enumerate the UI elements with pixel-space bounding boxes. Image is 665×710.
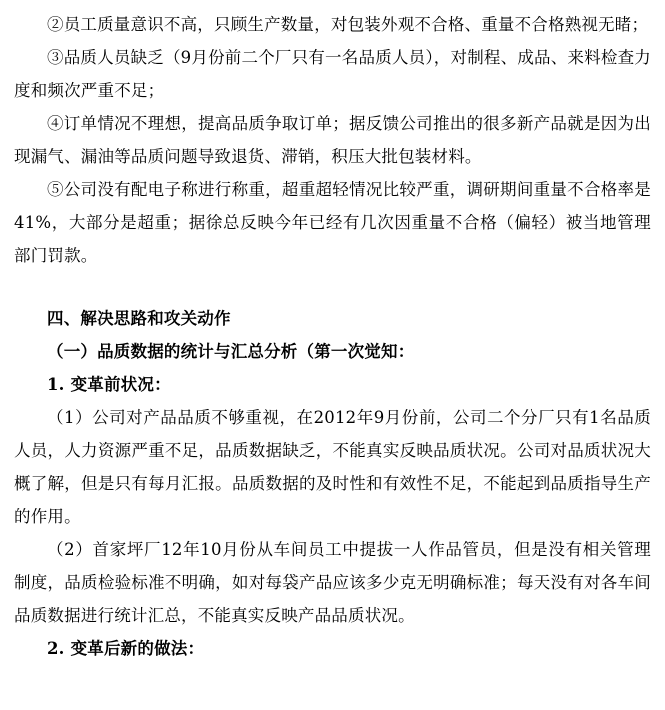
heading-before-reform: 1. 变革前状况： (47, 375, 171, 394)
heading-section-four: 四、解决思路和攻关动作 (47, 309, 231, 328)
heading-after-reform: 2. 变革后新的做法： (47, 639, 205, 658)
document-body (14, 8, 651, 665)
paragraph-order-situation: ④订单情况不理想，提高品质争取订单；据反馈公司推出的很多新产品就是因为出现漏气、漏油等品质问题导致退货、滞销，积压大批包装材料。 (14, 114, 651, 166)
paragraph-before-reform-item-1: （1）公司对产品品质不够重视，在2012年9月份前，公司二个分厂只有1名品质人员，人力资源严重不足，品质数据缺乏，不能真实反映品质状况。公司对品质状况大概了解，但是只有每月汇报。品质数据的及时性和有效性不足，不能起到品质指导生产的作用。 (14, 408, 651, 526)
heading-subsection-one: （一）品质数据的统计与汇总分析（第一次觉知： (47, 342, 415, 361)
section-spacer (14, 272, 651, 302)
paragraph-quality-awareness: ②员工质量意识不高，只顾生产数量，对包装外观不合格、重量不合格熟视无睹； (47, 15, 649, 34)
paragraph-before-reform-item-2: （2）首家坪厂12年10月份从车间员工中提拔一人作品管员，但是没有相关管理制度，品质检验标准不明确，如对每袋产品应该多少克无明确标准；每天没有对各车间品质数据进行统计汇总，不能真实反映产品品质状况。 (14, 540, 651, 625)
paragraph-no-electronic-scale: ⑤公司没有配电子称进行称重，超重超轻情况比较严重，调研期间重量不合格率是41%，大部分是超重；据徐总反映今年已经有几次因重量不合格（偏轻）被当地管理部门罚款。 (14, 180, 651, 265)
paragraph-quality-staff-shortage: ③品质人员缺乏（9月份前二个厂只有一名品质人员），对制程、成品、来料检查力度和频次严重不足； (14, 48, 651, 100)
